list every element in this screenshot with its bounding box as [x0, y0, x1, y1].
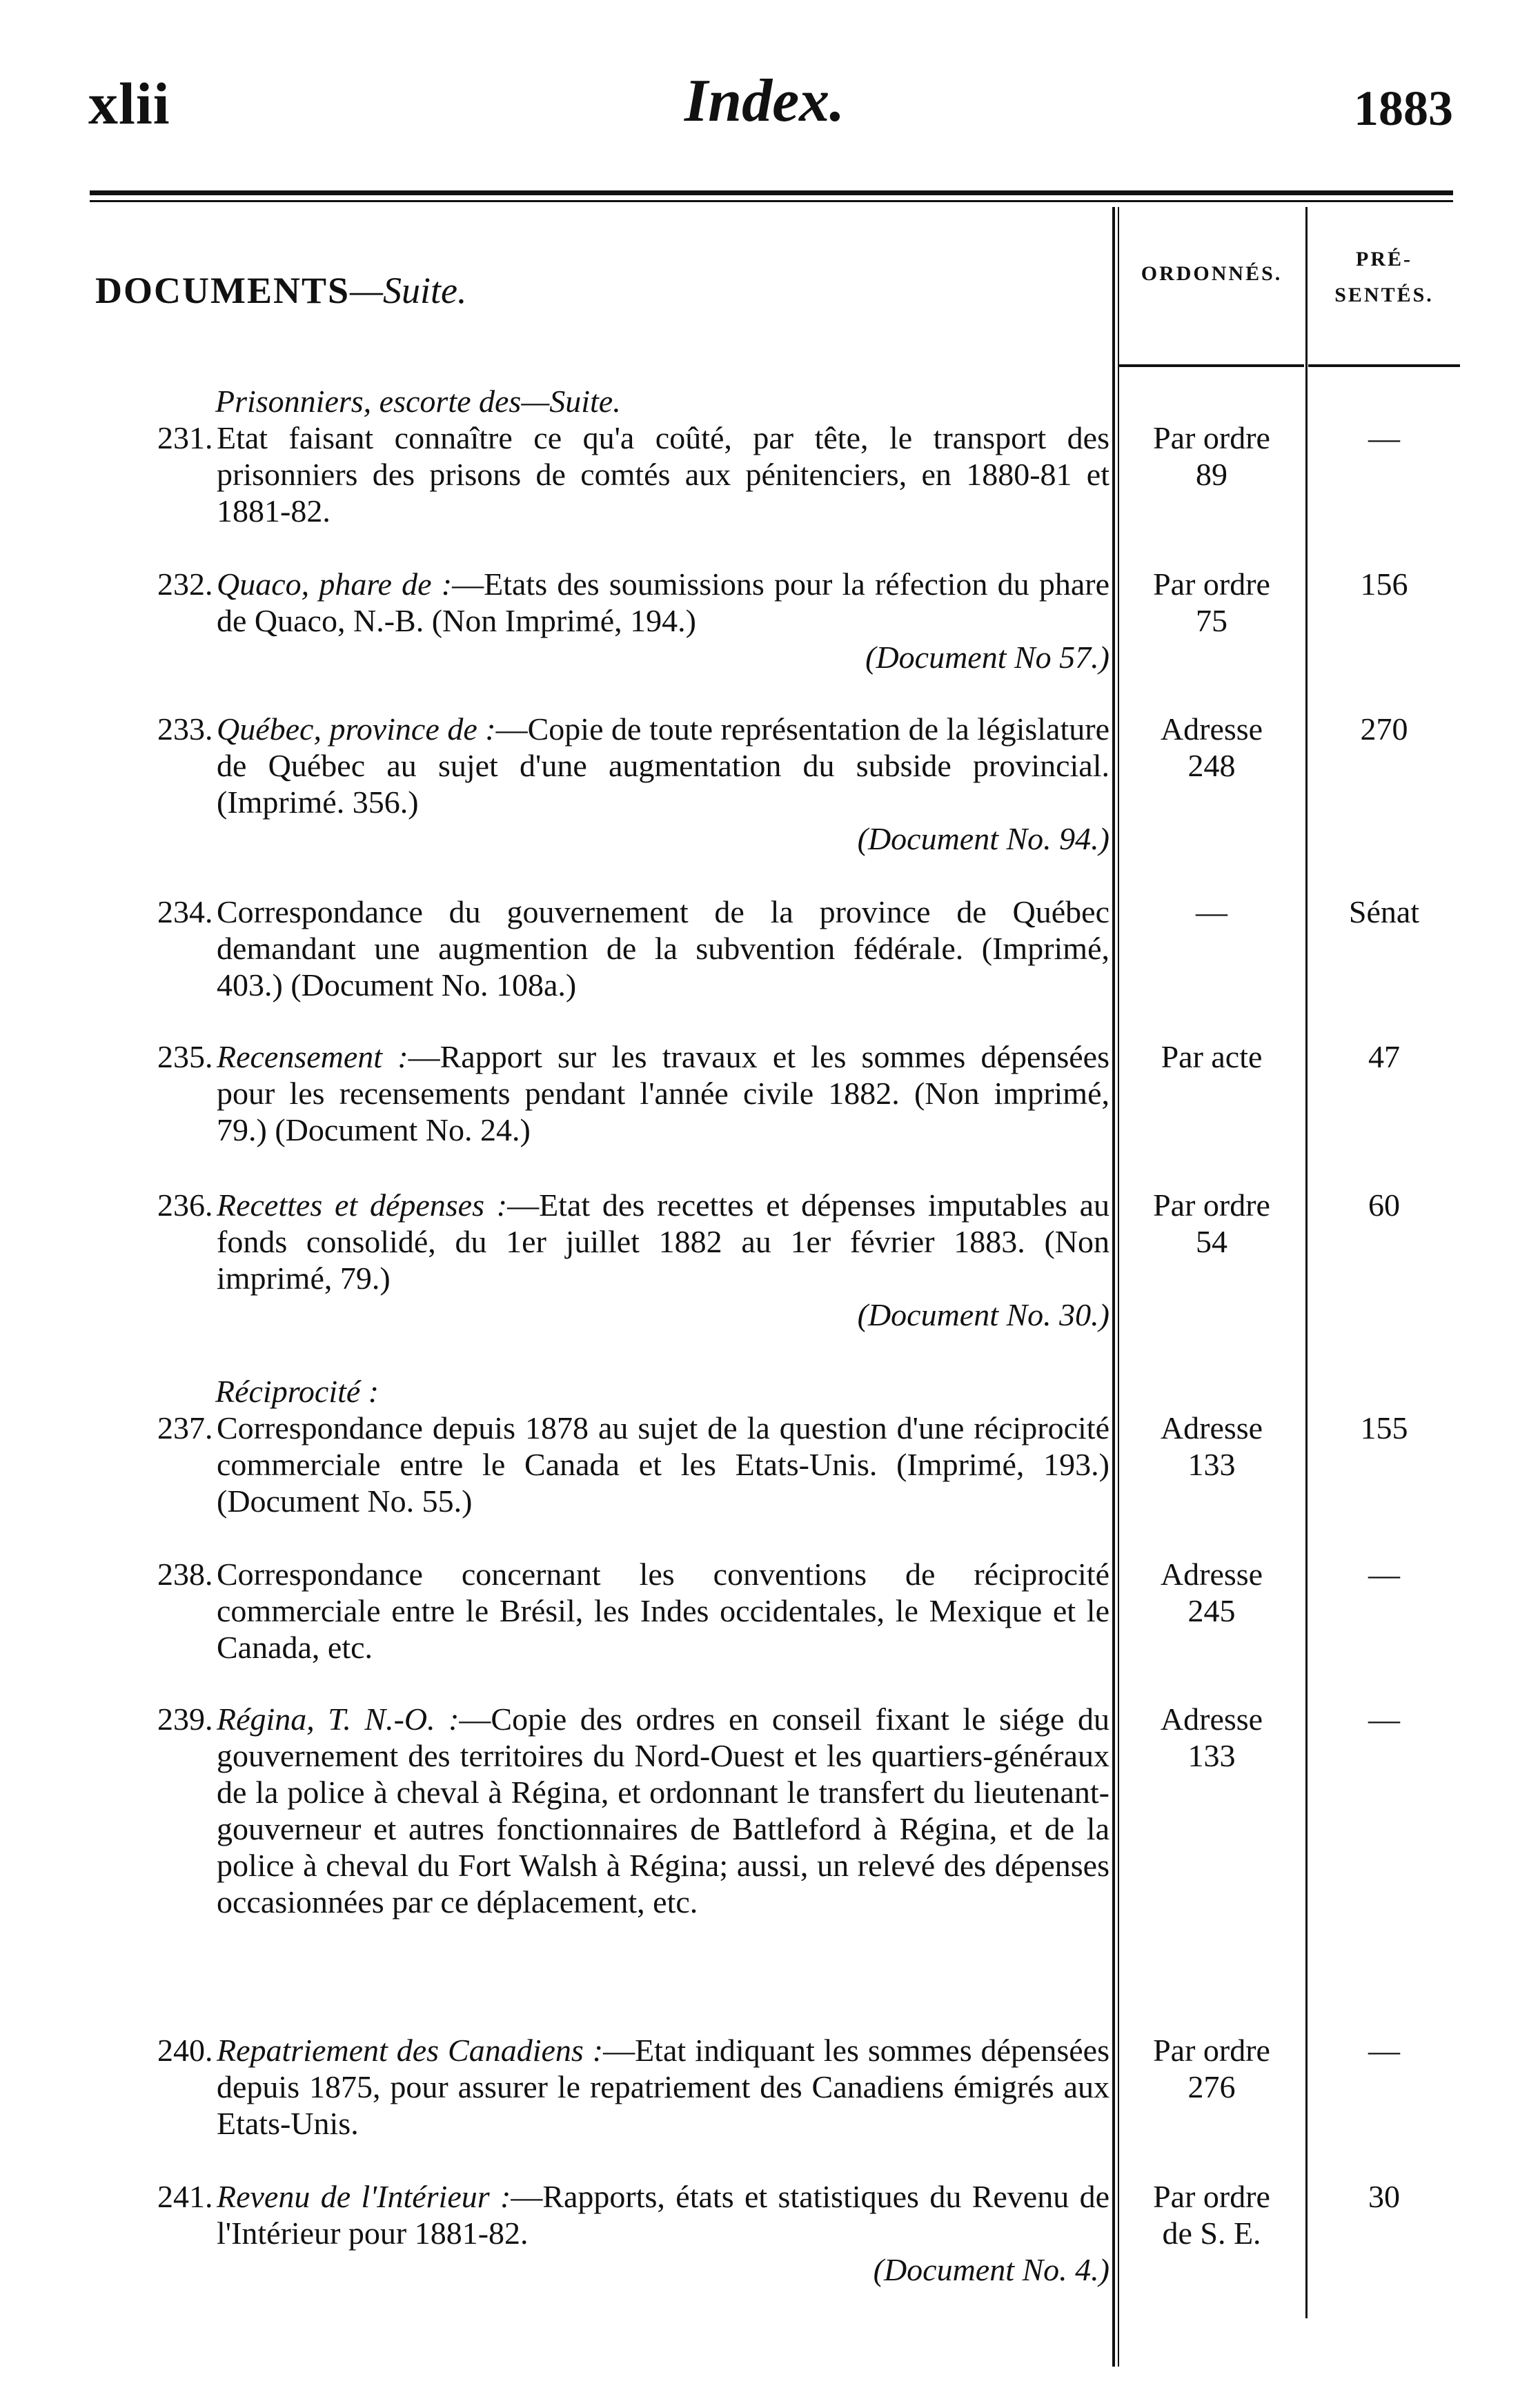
list-item: 234. Correspondance du gouvernement de la province de Québec demandant une augmention de la subvention fédérale. (Imprimé, 403.) (Document No. 108a.): [157, 894, 1109, 1003]
header-rule: [90, 190, 1453, 195]
presentes-cell: Sénat: [1348, 894, 1420, 929]
page-number: xlii: [88, 70, 170, 137]
list-item: 237. Correspondance depuis 1878 au sujet de la question d'une réciprocité commerciale entre le Canada et les Etats-Unis. (Imprimé, 193.) (Document No. 55.): [157, 1410, 1109, 1519]
column-divider: [1112, 207, 1115, 2367]
presentes-cell: 60: [1368, 1187, 1400, 1223]
list-item: 236. Recettes et dépenses :—Etat des recettes et dépenses imputables au fonds consolidé, du 1er juillet 1882 au 1er février 1883. (Non imprimé, 79.) (Document No. 30.): [157, 1187, 1109, 1332]
presentes-cell: —: [1368, 1701, 1400, 1737]
column-header-ordonnes: ORDONNÉS.: [1141, 262, 1283, 285]
ordonnes-cell: Par ordre 89: [1153, 420, 1270, 492]
list-item: 231. Etat faisant connaître ce qu'a coûté, par tête, le transport des prisonniers des prisons de comtés aux pénitenciers, en 1880-81 et 1881-82.: [157, 420, 1109, 529]
ordonnes-cell: Adresse 133: [1160, 1701, 1263, 1773]
header-rule-thin: [90, 200, 1453, 202]
list-item: 232. Quaco, phare de :—Etats des soumissions pour la réfection du phare de Quaco, N.-B. (Non Imprimé, 194.) (Document No 57.): [157, 566, 1110, 675]
list-item: 238. Correspondance concernant les conventions de réciprocité commerciale entre le Brésil, les Indes occidentales, le Mexique et le Canada, etc.: [157, 1557, 1109, 1665]
list-item: 240. Repatriement des Canadiens :—Etat indiquant les sommes dépensées depuis 1875, pour assurer le repatriement des Canadiens émigrés aux Etats-Unis.: [157, 2033, 1110, 2141]
ordonnes-cell: Par acte: [1161, 1039, 1263, 1074]
presentes-cell: 155: [1360, 1410, 1408, 1445]
ordonnes-cell: Par ordre 75: [1153, 566, 1270, 638]
presentes-cell: 156: [1360, 566, 1408, 602]
column-head-rule: [1308, 364, 1460, 367]
presentes-cell: —: [1368, 2033, 1400, 2068]
list-item: 233. Québec, province de :—Copie de toute représentation de la législature de Québec au sujet d'une augmentation du subside provincial. (Imprimé. 356.) (Document No. 94.): [157, 711, 1109, 856]
page-year: 1883: [1354, 81, 1453, 136]
subheading: Prisonniers, escorte des—Suite.: [215, 384, 621, 419]
page-title: Index.: [684, 68, 845, 135]
ordonnes-cell: Par ordre 54: [1153, 1187, 1270, 1259]
ordonnes-cell: Par ordre de S. E.: [1153, 2179, 1270, 2251]
ordonnes-cell: —: [1196, 894, 1227, 929]
presentes-cell: —: [1368, 1557, 1400, 1592]
list-item: 235. Recensement :—Rapport sur les travaux et les sommes dépensées pour les recensements pendant l'année civile 1882. (Non imprimé, 79.) (Document No. 24.): [157, 1039, 1109, 1147]
presentes-cell: —: [1368, 420, 1400, 455]
column-divider: [1305, 207, 1308, 2318]
subheading: Réciprocité :: [215, 1374, 379, 1409]
ordonnes-cell: Adresse 133: [1160, 1410, 1263, 1482]
presentes-cell: 47: [1368, 1039, 1400, 1074]
ordonnes-cell: Adresse 245: [1160, 1557, 1263, 1628]
section-title: DOCUMENTS—Suite.: [95, 270, 467, 311]
column-head-rule: [1119, 364, 1304, 367]
presentes-cell: 30: [1368, 2179, 1400, 2214]
list-item: 239. Régina, T. N.-O. :—Copie des ordres en conseil fixant le siége du gouvernement des territoires du Nord-Ouest et les quartiers-généraux de la police à cheval à Régina, et ordonnant le transfert du lieutenant-gouverneur et autres fonctionnaires de Battleford à Régina, et de la police à cheval du Fort Walsh à Régina; aussi, un relevé des dépenses occasionnées par ce déplacement, etc.: [157, 1701, 1109, 1920]
list-item: 241. Revenu de l'Intérieur :—Rapports, états et statistiques du Revenu de l'Intérieur pour 1881-82. (Document No. 4.): [157, 2179, 1110, 2287]
column-header-presentes: PRÉ- SENTÉS.: [1334, 248, 1434, 306]
ordonnes-cell: Adresse 248: [1160, 711, 1263, 783]
ordonnes-cell: Par ordre 276: [1153, 2033, 1270, 2104]
presentes-cell: 270: [1360, 711, 1408, 747]
